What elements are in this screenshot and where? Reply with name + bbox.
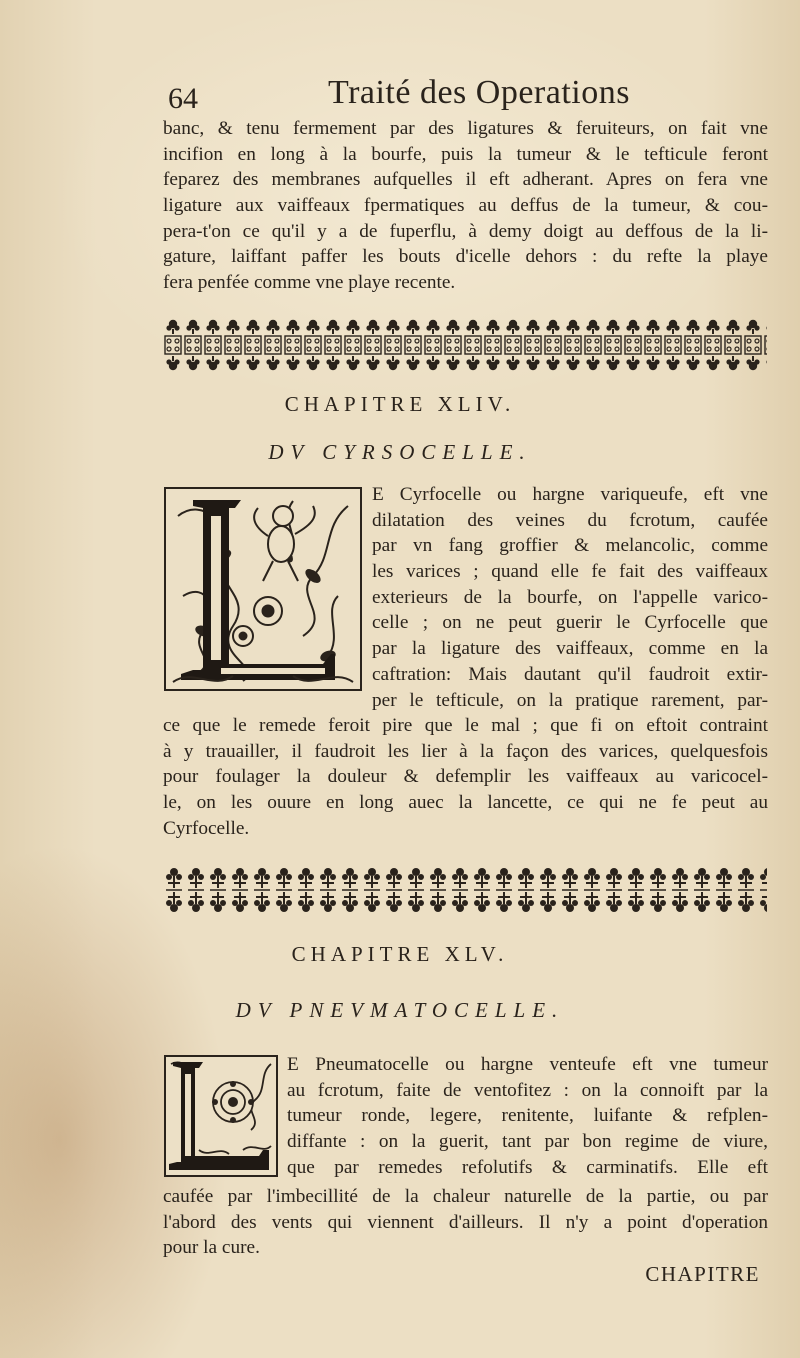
- chapter-45-title: CHAPITRE XLV.: [291, 942, 509, 966]
- chapter-45-paragraph: [163, 1184, 768, 1261]
- decorated-initial-l: [163, 486, 363, 692]
- text-line: ligature aux vaiffeaux fpermatiques au deffus de la tumeur, & cou-: [163, 195, 768, 217]
- ornament-band-2: [163, 866, 767, 914]
- text-line: feparez des membranes aufquelles il eft adherant. Apres on fera vne: [163, 169, 768, 191]
- text-line: diffante : on la guerit, tant par bon regime de viure,: [287, 1131, 768, 1153]
- text-line: banc, & tenu fermement par des ligatures & feruiteurs, on fait vne: [163, 118, 768, 139]
- decorated-initial-l-2: [163, 1054, 279, 1178]
- text-line: dilatation des veines du fcrotum, caufée: [372, 509, 768, 531]
- text-line: E Cyrfocelle ou hargne variqueufe, eft vne: [372, 484, 768, 505]
- text-line: ce que le remede feroit pire que le mal ; que fi on eftoit contraint: [163, 715, 768, 736]
- chapter-44-title: CHAPITRE XLIV.: [284, 392, 516, 416]
- page-number: 64: [168, 82, 198, 115]
- text-line: exterieurs de la bourfe, on l'appelle varico-: [372, 586, 768, 608]
- ornament-band-1: [163, 318, 767, 372]
- chapter-44-dropcap-text: [372, 482, 768, 713]
- text-line: l'abord des vents qui viennent d'ailleurs. Il n'y a point d'operation: [163, 1211, 768, 1233]
- text-line: caufée par l'imbecillité de la chaleur naturelle de la partie, ou par: [163, 1186, 768, 1207]
- text-line: incifion en long à la bourfe, puis la tumeur & le tefticule feront: [163, 143, 768, 165]
- chapter-44-subtitle: DV CYRSOCELLE.: [268, 440, 532, 464]
- catchword: CHAPITRE: [645, 1262, 760, 1286]
- text-line: pour foulager la douleur & defemplir les vaiffeaux au varicocel-: [163, 766, 768, 788]
- page-header: [168, 74, 768, 118]
- text-line: per le tefticule, on la pratique rarement, par-: [372, 689, 768, 711]
- chapter-44-paragraph: [163, 713, 768, 841]
- text-line: que par remedes refolutifs & carminatifs. Elle eft: [287, 1156, 768, 1178]
- text-line: gature, laiffant paffer les bouts d'icelle dehors : du refte la playe: [163, 246, 768, 268]
- text-line: par la ligature des vaiffeaux, comme en la: [372, 638, 768, 660]
- text-line: le, on les ouure en long auec la lancette, ce qui ne fe peut au: [163, 792, 768, 814]
- text-line: pera-t'on ce qu'il y a de fuperflu, à demy doigt au deffous de la li-: [163, 220, 768, 242]
- text-line: celle ; on ne peut guerir le Cyrfocelle que: [372, 612, 768, 634]
- text-line: caftration: Mais dautant qu'il faudroit extir-: [372, 663, 768, 685]
- text-line: E Pneumatocelle ou hargne venteufe eft vne tumeur: [287, 1054, 768, 1075]
- running-title: Traité des Operations: [328, 74, 630, 111]
- text-line: au fcrotum, faite de ventofitez : on la connoift par la: [287, 1079, 768, 1101]
- intro-paragraph: [163, 116, 768, 296]
- text-line: à y trauailler, il faudroit les lier à la façon des varices, quelquesfois: [163, 740, 768, 762]
- text-line: les varices ; quand elle fe fait des vaiffeaux: [372, 561, 768, 583]
- chapter-45-dropcap-text: [287, 1052, 768, 1180]
- chapter-45-subtitle: DV PNEVMATOCELLE.: [235, 998, 565, 1022]
- text-line: pour la cure.: [163, 1237, 260, 1259]
- text-line: fera penfée comme vne playe recente.: [163, 272, 456, 294]
- text-line: tumeur ronde, legere, renitente, luifante & refplen-: [287, 1105, 768, 1127]
- text-line: Cyrfocelle.: [163, 817, 250, 839]
- text-line: par vn fang groffier & melancolic, comme: [372, 535, 768, 557]
